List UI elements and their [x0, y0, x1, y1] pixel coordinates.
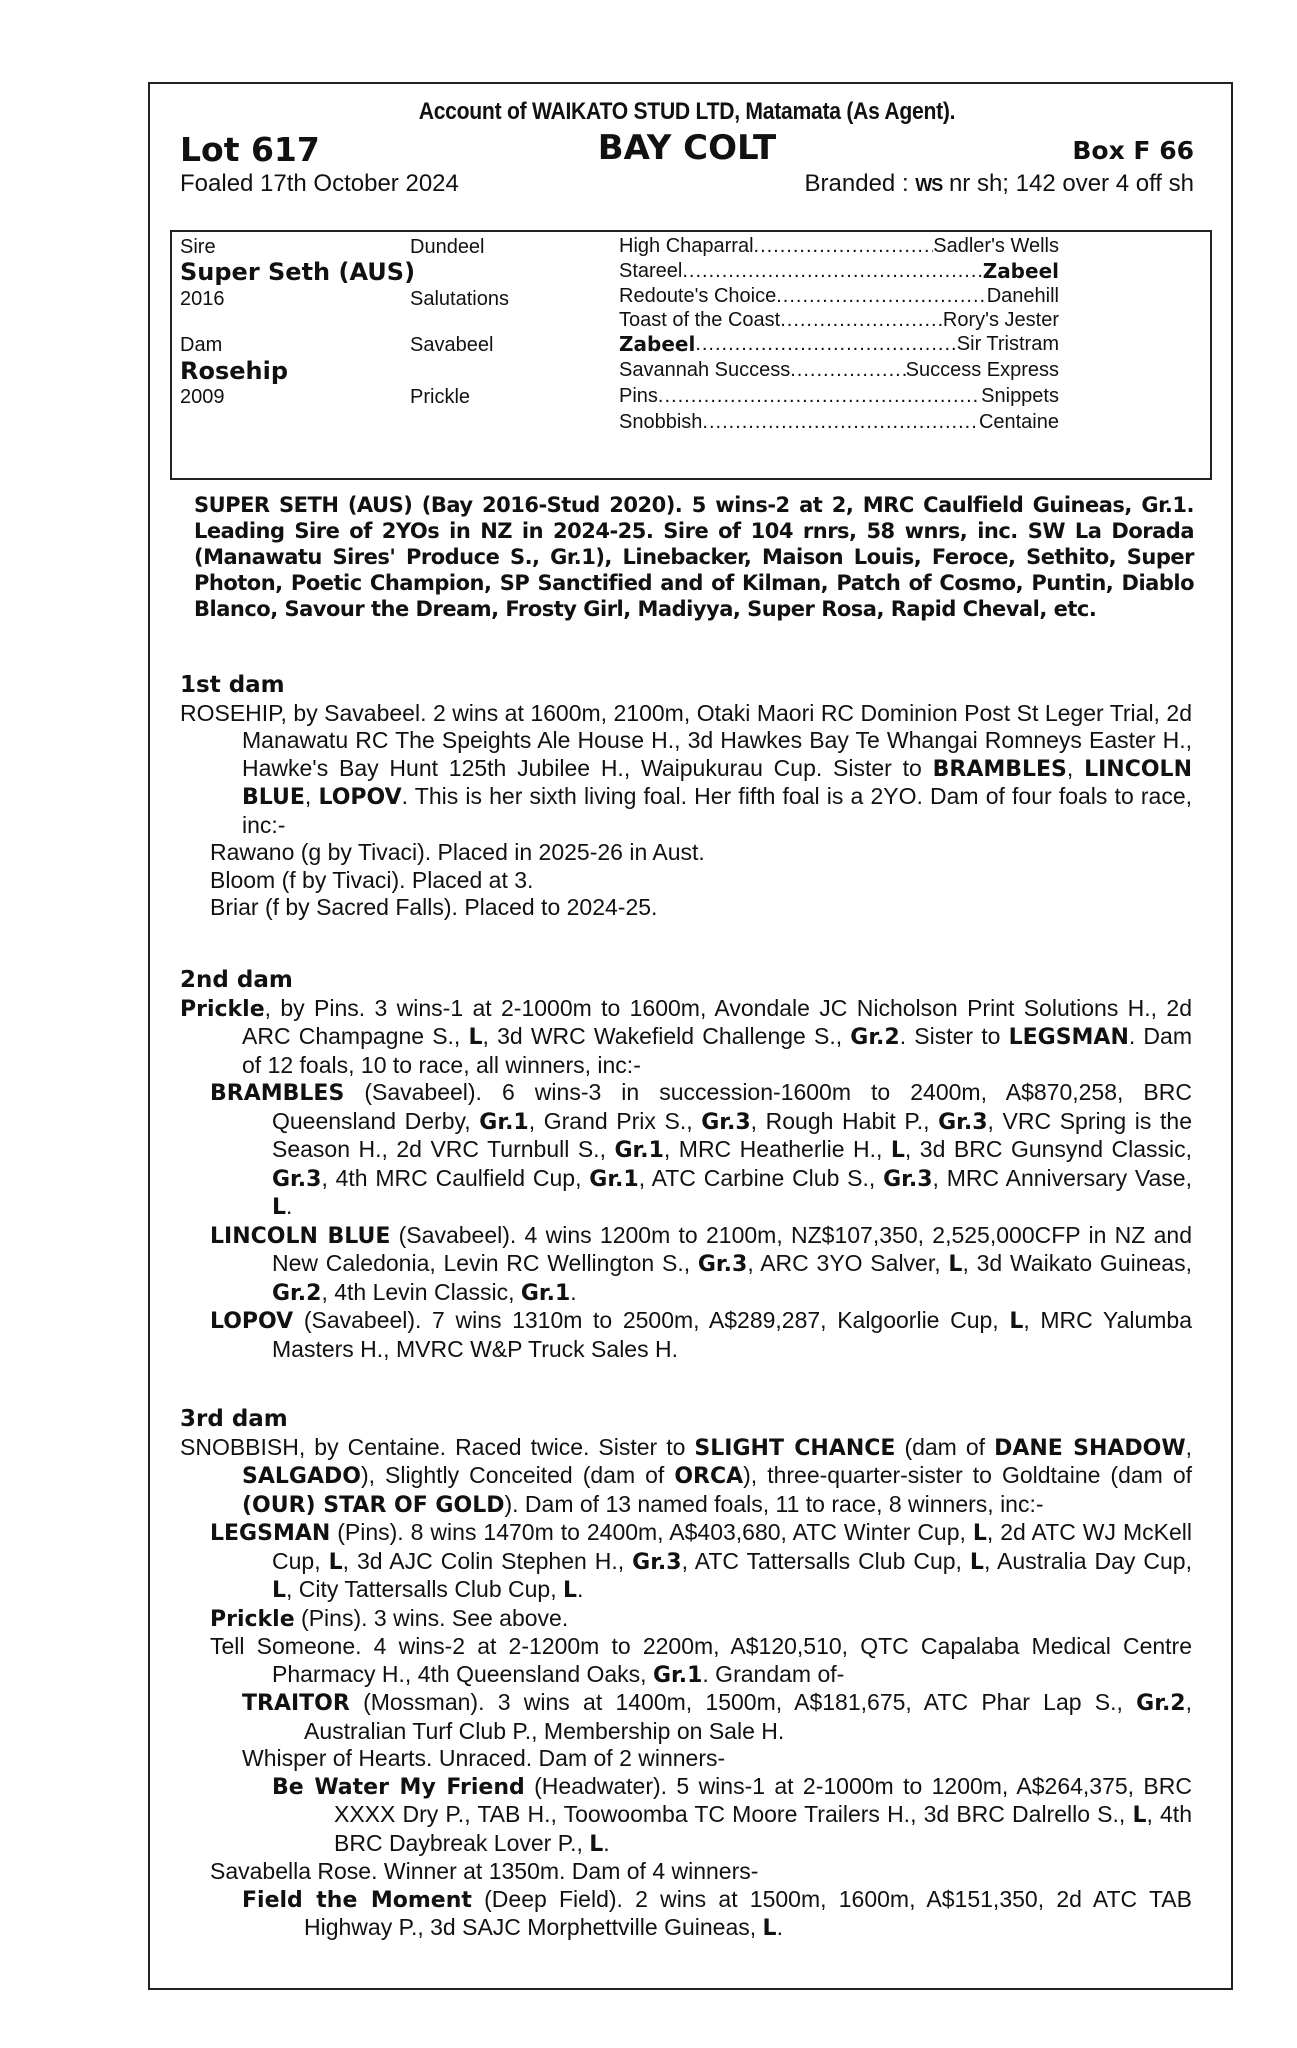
ancestor-right: Zabeel	[982, 259, 1059, 283]
progeny-lincoln-blue: LINCOLN BLUE (Savabeel). 4 wins 1200m to 2100m, NZ$107,350, 2,525,000CFP in NZ and New Caledonia, Levin RC Wellington S., Gr.3, ARC 3YO Salver, L, 3d Waikato Guineas, Gr.2, 4th Levin Classic, Gr.1.	[210, 1221, 1192, 1306]
box-number: Box F 66	[1072, 136, 1194, 165]
vendor-account: Account of WAIKATO STUD LTD, Matamata (As Agent).	[418, 98, 956, 125]
second-dam-heading: 2nd dam	[180, 967, 293, 993]
ancestor-left: Redoute's Choice	[619, 285, 777, 307]
sire-dam: Salutations	[410, 288, 509, 310]
ancestor-left: Zabeel	[619, 332, 696, 356]
catalogue-page	[148, 82, 1233, 1990]
first-dam-section	[180, 672, 1192, 922]
lot-title: BAY COLT	[597, 128, 777, 168]
third-dam-text: SNOBBISH, by Centaine. Raced twice. Sister to SLIGHT CHANCE (dam of DANE SHADOW, SALGADO), Slightly Conceited (dam of ORCA), three-quarter-sister to Goldtaine (dam of (OUR) STAR OF GOLD). Dam of 13 named foals, 11 to race, 8 winners, inc:-	[180, 1433, 1193, 1518]
ancestor-right: Sadler's Wells	[933, 235, 1059, 257]
progeny-lopov: LOPOV (Savabeel). 7 wins 1310m to 2500m, A$289,287, Kalgoorlie Cup, L, MRC Yalumba Masters H., MVRC W&P Truck Sales H.	[210, 1307, 1193, 1362]
lot-header	[180, 98, 1194, 202]
ancestor-row	[619, 408, 1059, 438]
ancestor-left: Savannah Success	[619, 359, 791, 381]
second-dam-section	[180, 967, 1192, 1363]
sire-label: Sire	[180, 236, 216, 258]
lot-number: Lot 617	[180, 130, 320, 169]
foal-entry: Bloom (f by Tivaci). Placed at 3.	[210, 866, 534, 893]
brand-mark: WS	[915, 175, 943, 195]
ancestor-left: Pins	[619, 385, 658, 407]
dam-dam: Prickle	[410, 386, 471, 408]
progeny-legsman: LEGSMAN (Pins). 8 wins 1470m to 2400m, A$403,680, ATC Winter Cup, L, 2d ATC WJ McKell Cup, L, 3d AJC Colin Stephen H., Gr.3, ATC Tattersalls Club Cup, L, Australia Day Cup, L, City Tattersalls Club Cup, L.	[210, 1519, 1193, 1603]
pedigree-table	[170, 230, 1212, 480]
foal-entry: Briar (f by Sacred Falls). Placed to 2024-25.	[210, 894, 658, 920]
sire-sire: Dundeel	[410, 236, 485, 258]
dam-sire: Savabeel	[410, 334, 494, 356]
third-dam-section	[180, 1406, 1192, 1943]
progeny-whisper-of-hearts: Whisper of Hearts. Unraced. Dam of 2 winners-	[242, 1745, 726, 1771]
ancestor-right: Sir Tristram	[956, 333, 1059, 355]
sire-year: 2016	[180, 288, 225, 310]
sire-summary: SUPER SETH (AUS) (Bay 2016-Stud 2020). 5 wins-2 at 2, MRC Caulfield Guineas, Gr.1. Leading Sire of 2YOs in NZ in 2024-25. Sire of 104 rnrs, 58 wnrs, inc. SW La Dorada (Manawatu Sires' Produce S., Gr.1), Linebacker, Maison Louis, Feroce, Sethito, Super Photon, Poetic Champion, SP Sanctified and of Kilman, Patch of Cosmo, Puntin, Diablo Blanco, Savour the Dream, Frosty Girl, Madiyya, Super Rosa, Rapid Cheval, etc.	[194, 493, 1194, 621]
foaled-date: Foaled 17th October 2024	[180, 170, 459, 197]
ancestor-right: Success Express	[905, 359, 1059, 381]
foal-entry: Rawano (g by Tivaci). Placed in 2025-26 in Aust.	[210, 839, 705, 865]
dam-name: Rosehip	[180, 357, 289, 385]
progeny-prickle: Prickle (Pins). 3 wins. See above.	[210, 1604, 569, 1632]
branded-prefix: Branded :	[804, 170, 909, 197]
first-dam-text: ROSEHIP, by Savabeel. 2 wins at 1600m, 2100m, Otaki Maori RC Dominion Post St Leger Trial, 2d Manawatu RC The Speights Ale House H., 3d Hawkes Bay Te Whangai Romneys Easter H., Hawke's Bay Hunt 125th Jubilee H., Waipukurau Cup. Sister to BRAMBLES, LINCOLN BLUE, LOPOV. This is her sixth living foal. Her fifth foal is a 2YO. Dam of four foals to race, inc:-	[180, 699, 1193, 838]
progeny-tell-someone: Tell Someone. 4 wins-2 at 2-1200m to 2200m, A$120,510, QTC Capalaba Medical Centre Pharmacy H., 4th Queensland Oaks, Gr.1. Grandam of-	[210, 1633, 1192, 1688]
ancestor-left: High Chaparral	[619, 235, 754, 257]
second-dam-text: Prickle, by Pins. 3 wins-1 at 2-1000m to 1600m, Avondale JC Nicholson Print Solutions H., 2d ARC Champagne S., L, 3d WRC Wakefield Challenge S., Gr.2. Sister to LEGSMAN. Dam of 12 foals, 10 to race, all winners, inc:-	[180, 994, 1192, 1078]
progeny-be-water-my-friend: Be Water My Friend (Headwater). 5 wins-1 at 2-1000m to 1200m, A$264,375, BRC XXXX Dry P., TAB H., Toowoomba TC Moore Trailers H., 3d BRC Dalrello S., L, 4th BRC Daybreak Lover P., L.	[272, 1772, 1192, 1857]
ancestor-left: Toast of the Coast	[619, 309, 781, 331]
first-dam-heading: 1st dam	[180, 672, 285, 698]
third-dam-heading: 3rd dam	[180, 1406, 288, 1432]
progeny-traitor: TRAITOR (Mossman). 3 wins at 1400m, 1500m, A$181,675, ATC Phar Lap S., Gr.2, Australian Turf Club P., Membership on Sale H.	[242, 1689, 1192, 1744]
branded-suffix: nr sh; 142 over 4 off sh	[948, 170, 1194, 197]
lot-row	[180, 130, 1194, 170]
ancestor-right: Danehill	[986, 285, 1059, 307]
dam-year: 2009	[180, 386, 225, 408]
dam-label: Dam	[180, 334, 223, 356]
progeny-field-the-moment: Field the Moment (Deep Field). 2 wins at 1500m, 1600m, A$151,350, 2d ATC TAB Highway P., 3d SAJC Morphettville Guineas, L.	[242, 1885, 1192, 1941]
progeny-brambles: BRAMBLES (Savabeel). 6 wins-3 in succession-1600m to 2400m, A$870,258, BRC Queensland Derby, Gr.1, Grand Prix S., Gr.3, Rough Habit P., Gr.3, VRC Spring is the Season H., 2d VRC Turnbull S., Gr.1, MRC Heatherlie H., L, 3d BRC Gunsynd Classic, Gr.3, 4th MRC Caulfield Cup, Gr.1, ATC Carbine Club S., Gr.3, MRC Anniversary Vase, L.	[210, 1079, 1193, 1220]
foal-row	[180, 170, 1194, 202]
ancestor-right: Centaine	[978, 411, 1059, 433]
ancestor-right: Rory's Jester	[942, 309, 1059, 331]
branded-info	[805, 170, 1194, 198]
progeny-savabella-rose: Savabella Rose. Winner at 1350m. Dam of 4 winners-	[210, 1858, 759, 1884]
sire-name: Super Seth (AUS)	[180, 258, 416, 286]
ancestor-right: Snippets	[981, 385, 1059, 407]
ancestor-left: Stareel	[619, 260, 683, 282]
ancestor-left: Snobbish	[619, 411, 703, 433]
